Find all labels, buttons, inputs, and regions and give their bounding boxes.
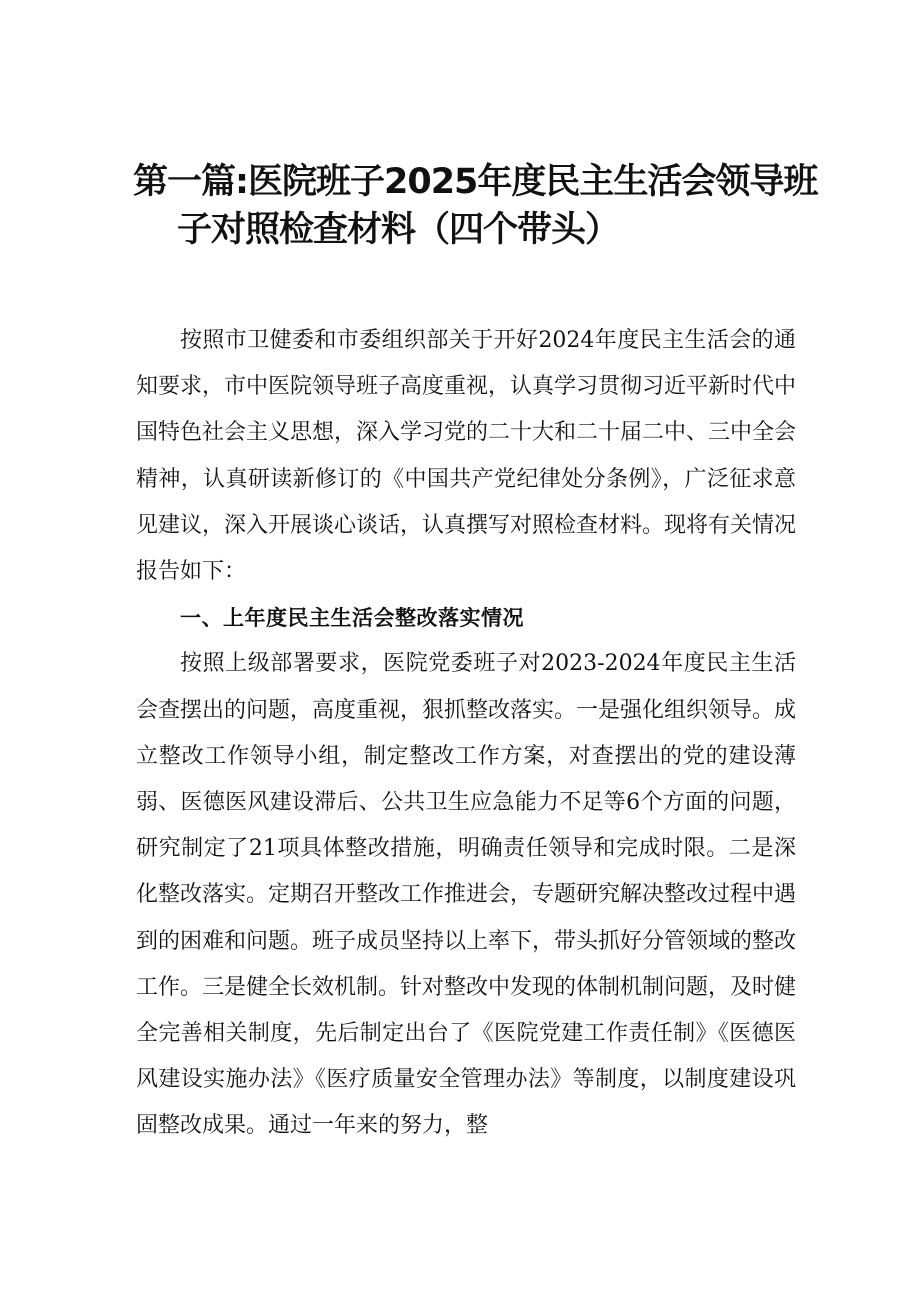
document-title xyxy=(133,160,818,252)
document-body xyxy=(136,318,796,1150)
section-1-paragraph: 按照上级部署要求，医院党委班子对2023-2024年度民主生活会查摆出的问题，高度重视，狠抓整改落实。一是强化组织领导。成立整改工作领导小组，制定整改工作方案，对查摆出的党的建设薄弱、医德医风建设滞后、公共卫生应急能力不足等6个方面的问题，研究制定了21项具体整改措施，明确责任领导和完成时限。二是深化整改落实。定期召开整改工作推进会，专题研究解决整改过程中遇到的困难和问题。班子成员坚持以上率下，带头抓好分管领域的整改工作。三是健全长效机制。针对整改中发现的体制机制问题，及时健全完善相关制度，先后制定出台了《医院党建工作责任制》《医德医风建设实施办法》《医疗质量安全管理办法》等制度，以制度建设巩固整改成果。通过一年来的努力，整 xyxy=(136,651,797,1139)
title-line-1: 第一篇:医院班子2025年度民主生活会领导班 xyxy=(133,162,818,202)
section-heading-1: 一、上年度民主生活会整改落实情况 xyxy=(180,606,524,631)
intro-paragraph: 按照市卫健委和市委组织部关于开好2024年度民主生活会的通知要求，市中医院领导班子高度重视，认真学习贯彻习近平新时代中国特色社会主义思想，深入学习党的二十大和二十届二中、三中全会精神，认真研读新修订的《中国共产党纪律处分条例》，广泛征求意见建议，深入开展谈心谈话，认真撰写对照检查材料。现将有关情况报告如下： xyxy=(136,328,797,585)
title-line-2: 子对照检查材料（四个带头） xyxy=(177,210,620,250)
